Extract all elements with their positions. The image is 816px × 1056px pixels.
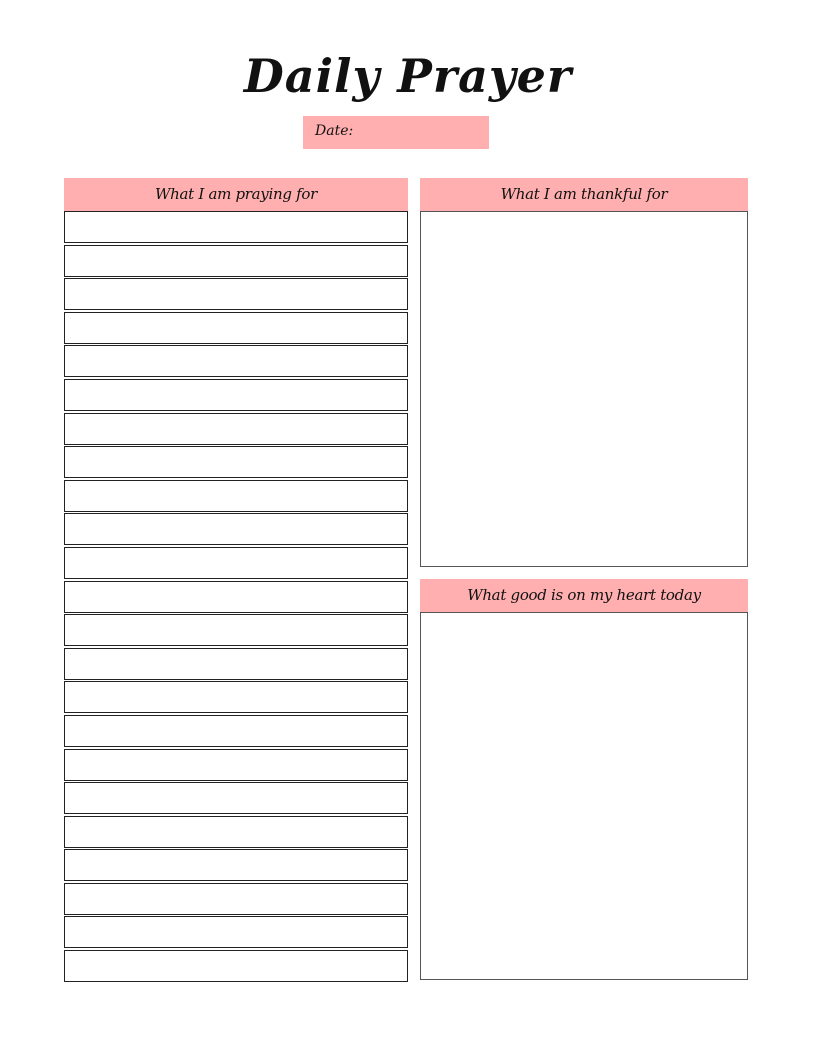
praying-line[interactable] bbox=[64, 547, 408, 579]
praying-line[interactable] bbox=[64, 413, 408, 445]
thankful-for-header: What I am thankful for bbox=[420, 178, 748, 211]
date-label: Date: bbox=[315, 123, 354, 139]
praying-line[interactable] bbox=[64, 581, 408, 613]
praying-line[interactable] bbox=[64, 950, 408, 982]
praying-line[interactable] bbox=[64, 883, 408, 915]
praying-line[interactable] bbox=[64, 345, 408, 377]
heart-today-box[interactable] bbox=[420, 612, 748, 980]
praying-line[interactable] bbox=[64, 379, 408, 411]
praying-line[interactable] bbox=[64, 278, 408, 310]
praying-line[interactable] bbox=[64, 446, 408, 478]
praying-line[interactable] bbox=[64, 849, 408, 881]
praying-line[interactable] bbox=[64, 513, 408, 545]
thankful-for-box[interactable] bbox=[420, 211, 748, 567]
praying-line[interactable] bbox=[64, 211, 408, 243]
praying-line[interactable] bbox=[64, 312, 408, 344]
praying-for-header: What I am praying for bbox=[64, 178, 408, 211]
praying-line[interactable] bbox=[64, 681, 408, 713]
heart-today-header: What good is on my heart today bbox=[420, 579, 748, 612]
page-title: Daily Prayer bbox=[243, 49, 573, 103]
date-field[interactable] bbox=[303, 116, 489, 149]
praying-line[interactable] bbox=[64, 916, 408, 948]
praying-line[interactable] bbox=[64, 648, 408, 680]
praying-line[interactable] bbox=[64, 749, 408, 781]
praying-line[interactable] bbox=[64, 245, 408, 277]
praying-line[interactable] bbox=[64, 614, 408, 646]
praying-line[interactable] bbox=[64, 816, 408, 848]
praying-for-lines bbox=[64, 211, 408, 984]
praying-line[interactable] bbox=[64, 715, 408, 747]
praying-line[interactable] bbox=[64, 480, 408, 512]
praying-line[interactable] bbox=[64, 782, 408, 814]
